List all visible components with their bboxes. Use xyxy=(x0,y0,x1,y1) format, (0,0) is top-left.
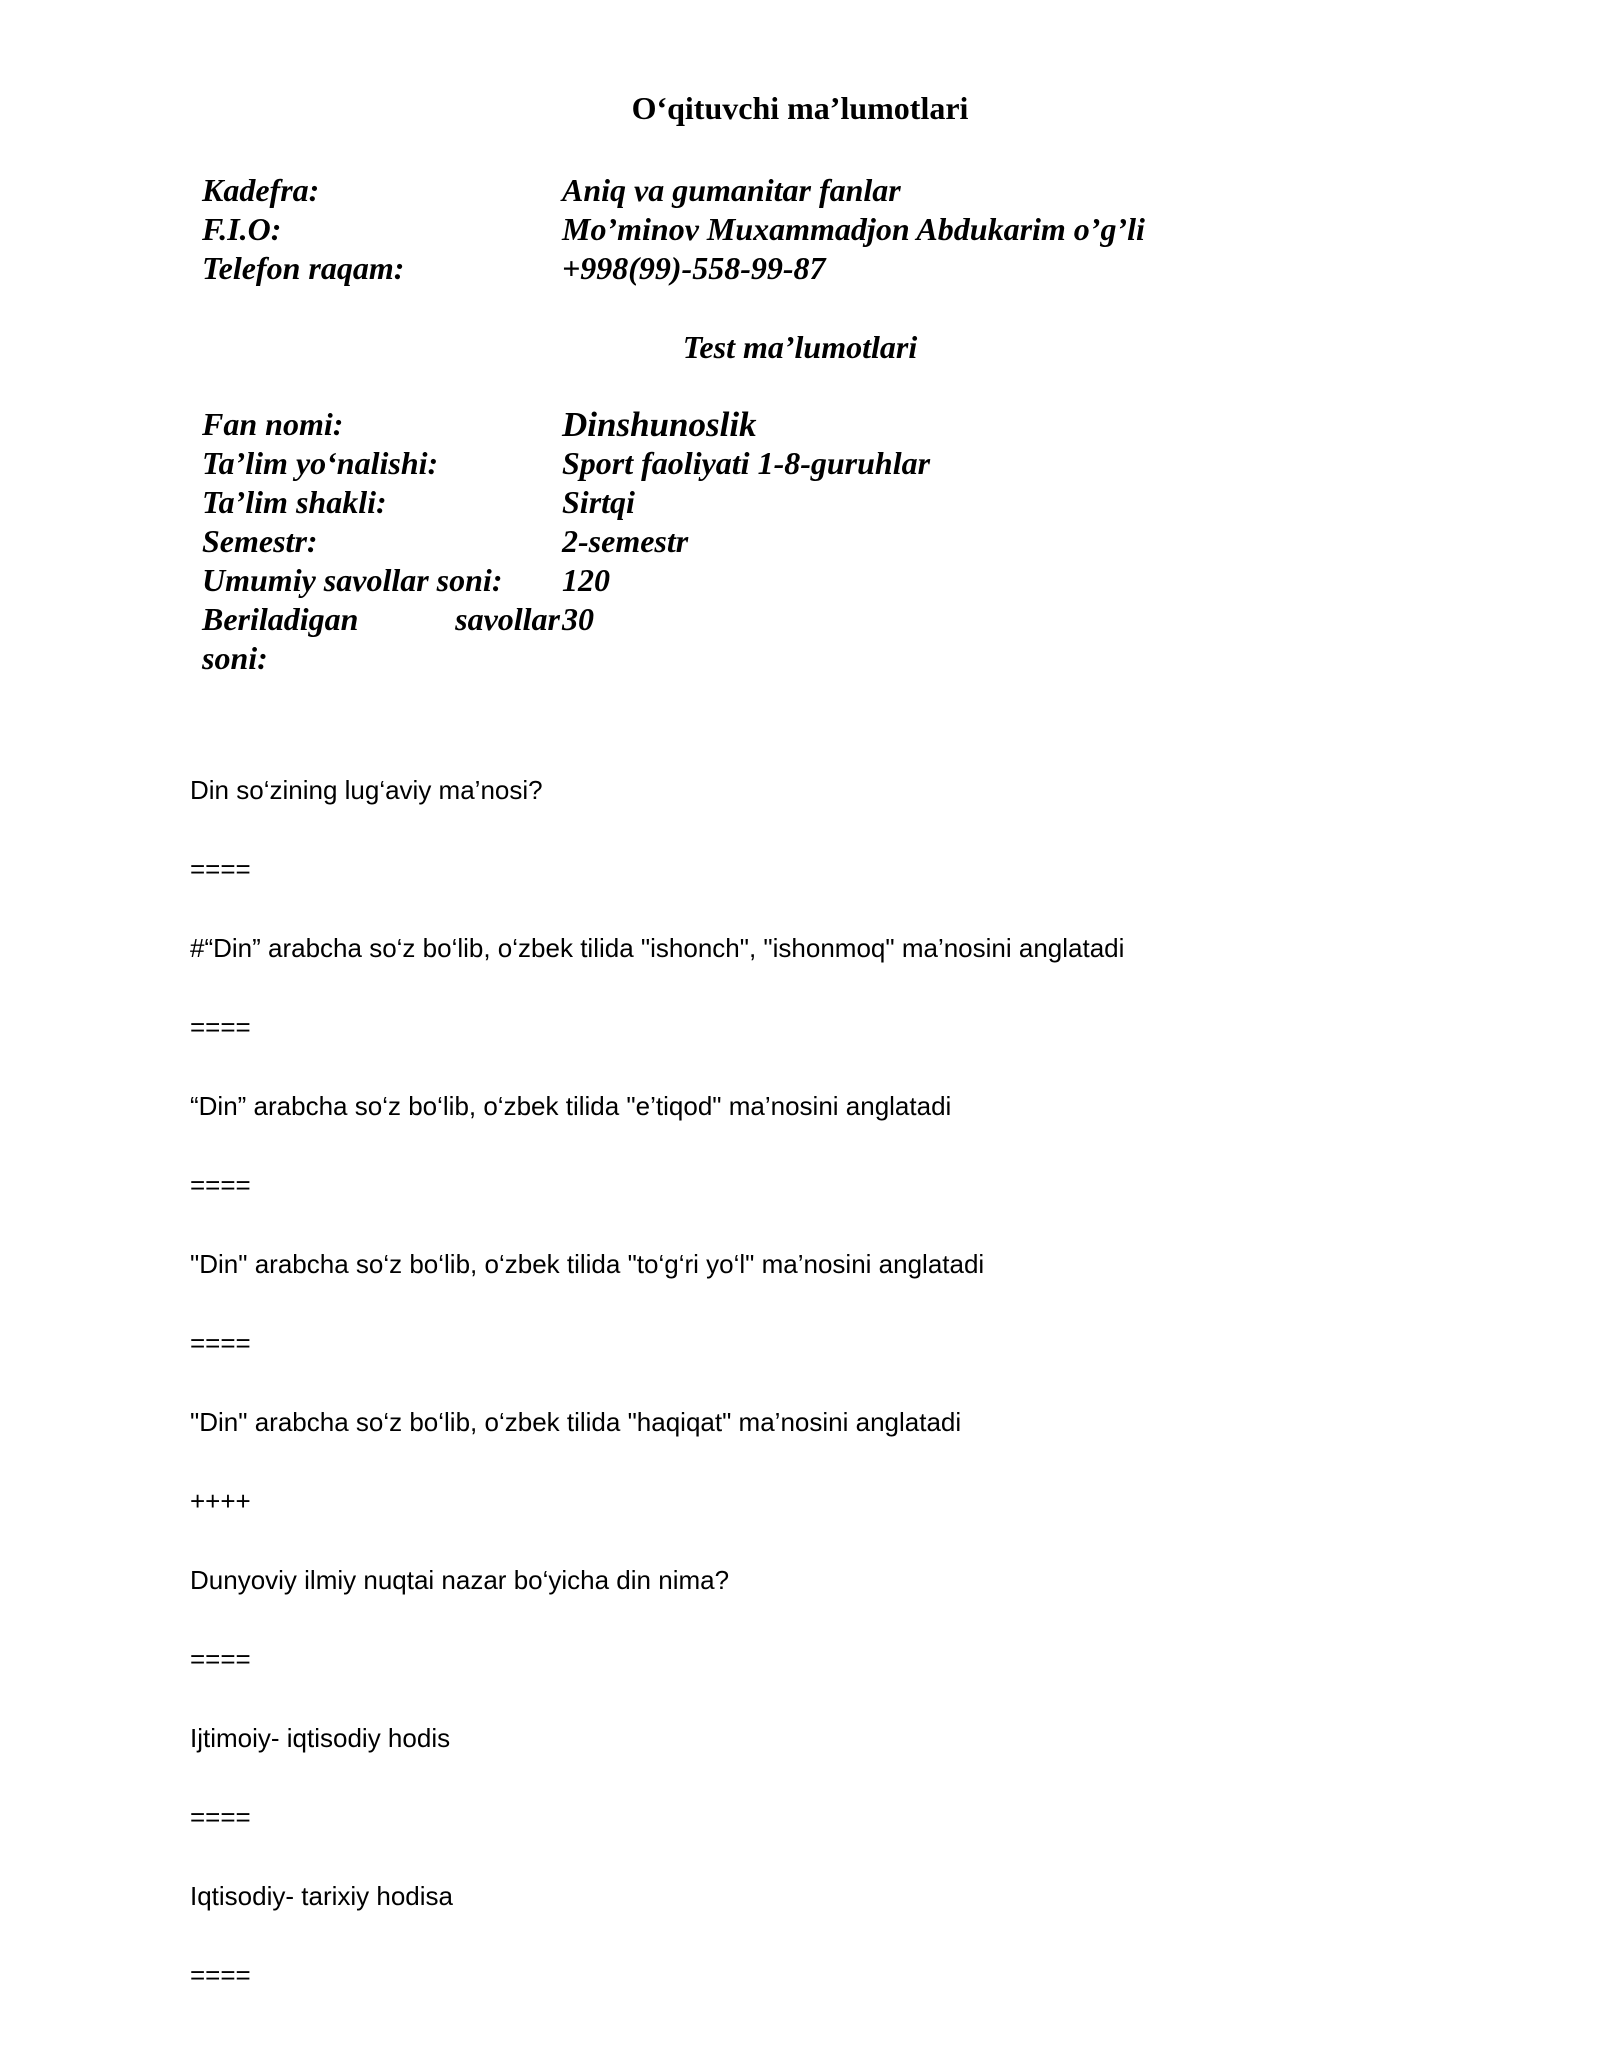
info-label: Fan nomi: xyxy=(202,406,344,442)
answer-separator: ==== xyxy=(190,1960,251,1990)
test-info-row xyxy=(202,405,930,444)
answer-separator: ==== xyxy=(190,1012,251,1042)
info-value: Mo’minov Muxammadjon Abdukarim o’g’li xyxy=(562,211,1145,247)
question-text: Dunyoviy ilmiy nuqtai nazar bo‘yicha din nima? xyxy=(190,1565,730,1595)
info-label xyxy=(202,600,562,678)
info-value: Sirtqi xyxy=(562,484,635,520)
info-value: 120 xyxy=(562,562,610,598)
info-label-part: soni: xyxy=(202,640,268,676)
info-value: Dinshunoslik xyxy=(562,405,757,444)
info-label: Semestr: xyxy=(202,523,318,559)
question-list xyxy=(190,770,1124,2034)
answer-separator: ==== xyxy=(190,1328,251,1358)
teacher-info-row xyxy=(202,171,1145,210)
info-label: Ta’lim shakli: xyxy=(202,484,387,520)
teacher-info-row xyxy=(202,210,1145,249)
question-separator: ++++ xyxy=(190,1486,251,1516)
test-info-row xyxy=(202,444,930,483)
info-value: +998(99)-558-99-87 xyxy=(562,250,826,286)
answer-option: Iqtisodiy- tarixiy hodisa xyxy=(190,1881,453,1911)
info-value: 30 xyxy=(562,601,594,637)
answer-separator: ==== xyxy=(190,1644,251,1674)
info-label: Kadefra: xyxy=(202,172,320,208)
answer-option: "Din" arabcha so‘z bo‘lib, o‘zbek tilida "haqiqat" ma’nosini anglatadi xyxy=(190,1407,962,1437)
test-info-table xyxy=(202,405,930,678)
answer-separator: ==== xyxy=(190,1170,251,1200)
answer-separator: ==== xyxy=(190,1802,251,1832)
answer-separator: ==== xyxy=(190,854,251,884)
info-value: 2-semestr xyxy=(562,523,689,559)
info-value: Aniq va gumanitar fanlar xyxy=(562,172,901,208)
test-info-row xyxy=(202,561,930,600)
answer-option: Ijtimoiy- iqtisodiy hodis xyxy=(190,1723,451,1753)
info-label: Ta’lim yo‘nalishi: xyxy=(202,445,439,481)
page-title: O‘qituvchi ma’lumotlari xyxy=(631,90,969,126)
question-text: Din so‘zining lug‘aviy ma’nosi? xyxy=(190,775,543,805)
answer-option: "Din" arabcha so‘z bo‘lib, o‘zbek tilida "to‘g‘ri yo‘l" ma’nosini anglatadi xyxy=(190,1249,985,1279)
info-label: F.I.O: xyxy=(202,211,282,247)
answer-option: “Din” arabcha so‘z bo‘lib, o‘zbek tilida "e’tiqod" ma’nosini anglatadi xyxy=(190,1091,952,1121)
info-label-part: savollar xyxy=(455,601,560,637)
info-label-part: Beriladigan xyxy=(202,601,359,637)
info-value: Sport faoliyati 1-8-guruhlar xyxy=(562,445,931,481)
test-info-row xyxy=(202,522,930,561)
teacher-info-row xyxy=(202,249,1145,288)
answer-option: #“Din” arabcha so‘z bo‘lib, o‘zbek tilida "ishonch", "ishonmoq" ma’nosini anglatadi xyxy=(190,933,1125,963)
teacher-info-table xyxy=(202,171,1145,288)
test-info-title: Test ma’lumotlari xyxy=(682,329,918,365)
test-info-row xyxy=(202,483,930,522)
info-label: Telefon raqam: xyxy=(202,250,405,286)
info-label: Umumiy savollar soni: xyxy=(202,562,503,598)
test-info-row xyxy=(202,600,930,678)
